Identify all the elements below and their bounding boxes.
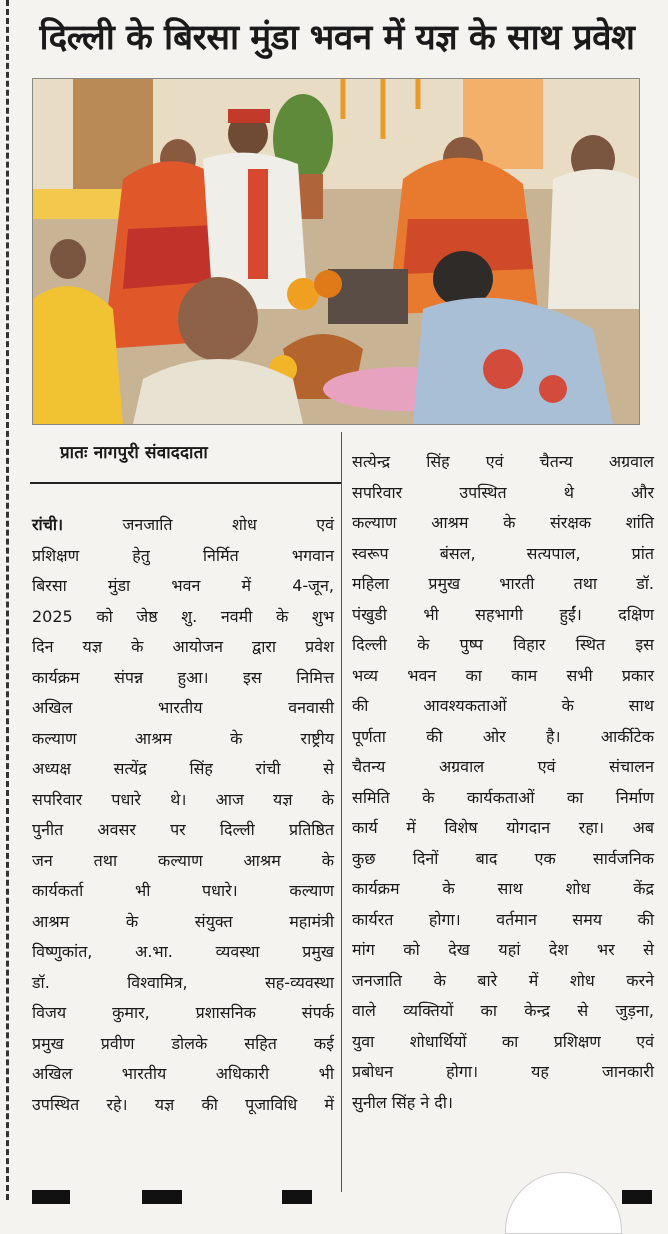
- text-line: दिन यज्ञ के आयोजन द्वारा प्रवेश: [32, 637, 334, 656]
- text-line: की आवश्यकताओं के साथ: [352, 696, 654, 715]
- text-line: पूर्णता की ओर है। आर्कीटेक: [352, 726, 654, 746]
- dateline-place: रांची।: [32, 515, 64, 534]
- text-line: कार्य में विशेष योगदान रहा। अब: [352, 818, 654, 837]
- byline-correspondent: प्रातः नागपुरी संवाददाता: [60, 443, 208, 463]
- text-line: कार्यक्रम के साथ शोध केंद्र: [352, 879, 654, 898]
- byline-rule: [30, 482, 342, 484]
- clipping-cut-border: [6, 0, 9, 1200]
- text-line: मांग को देख यहां देश भर से: [352, 940, 654, 959]
- article-column-right: [352, 447, 654, 1118]
- text-line: युवा शोधार्थियों का प्रशिक्षण एवं: [352, 1031, 654, 1051]
- text-line: कल्याण आश्रम के संरक्षक शांति: [352, 513, 654, 532]
- text-line: [32, 510, 334, 541]
- text-line: अखिल भारतीय वनवासी: [32, 698, 334, 717]
- text-line: 2025 को जेष्ठ शु. नवमी के शुभ: [32, 606, 334, 626]
- text-line: कार्यक्रम संपन्न हुआ। इस निमित्त: [32, 667, 334, 687]
- text-line: चैतन्य अग्रवाल एवं संचालन: [352, 757, 654, 776]
- article-headline: दिल्ली के बिरसा मुंडा भवन में यज्ञ के साथ प्रवेश: [39, 18, 635, 58]
- text-line: सपरिवार पधारे थे। आज यज्ञ के: [32, 789, 334, 809]
- text-line: वाले व्यक्तियों का केन्द्र से जुड़ना,: [352, 1001, 654, 1020]
- text-line: उपस्थित रहे। यज्ञ की पूजाविधि में: [32, 1094, 334, 1114]
- text-line: कल्याण आश्रम के राष्ट्रीय: [32, 728, 334, 748]
- news-photo-yagna-ceremony: [32, 78, 640, 425]
- text-line-last: सुनील सिंह ने दी।: [352, 1092, 453, 1112]
- text-line: अखिल भारतीय अधिकारी भी: [32, 1064, 334, 1083]
- text-line: जन तथा कल्याण आश्रम के: [32, 850, 334, 870]
- text-line: भव्य भवन का काम सभी प्रकार: [352, 665, 654, 685]
- text-line: विजय कुमार, प्रशासनिक संपर्क: [32, 1003, 334, 1022]
- text-line: विष्णुकांत, अ.भा. व्यवस्था प्रमुख: [32, 942, 334, 961]
- text-line: जनजाति के बारे में शोध करने: [352, 970, 654, 990]
- text-line: डॉ. विश्वामित्र, सह-व्यवस्था: [32, 972, 334, 992]
- article-column-left: [32, 510, 334, 1120]
- text-line: सपरिवार उपस्थित थे और: [352, 482, 654, 502]
- text-line: कार्यकर्ता भी पधारे। कल्याण: [32, 881, 334, 900]
- text-line: अध्यक्ष सत्येंद्र सिंह रांची से: [32, 759, 334, 778]
- text-line: कुछ दिनों बाद एक सार्वजनिक: [352, 848, 654, 868]
- column-divider: [341, 432, 342, 1192]
- text-line: सत्येन्द्र सिंह एवं चैतन्य अग्रवाल: [352, 452, 654, 471]
- text-fragment: जनजाति शोध एवं: [63, 515, 334, 534]
- text-line: प्रबोधन होगा। यह जानकारी: [352, 1062, 654, 1081]
- text-line: बिरसा मुंडा भवन में 4-जून,: [32, 576, 334, 595]
- text-line: पुनीत अवसर पर दिल्ली प्रतिष्ठित: [32, 820, 334, 839]
- text-line: समिति के कार्यकताओं का निर्माण: [352, 787, 654, 807]
- text-line: दिल्ली के पुष्प विहार स्थित इस: [352, 635, 654, 654]
- text-line: महिला प्रमुख भारती तथा डॉ.: [352, 574, 654, 593]
- text-line: आश्रम के संयुक्त महामंत्री: [32, 911, 334, 931]
- text-line: कार्यरत होगा। वर्तमान समय की: [352, 909, 654, 929]
- corner-emblem-cropped: [505, 1172, 622, 1234]
- text-line: पंखुडी भी सहभागी हुईं। दक्षिण: [352, 604, 654, 624]
- text-line: प्रमुख प्रवीण डोलके सहित कई: [32, 1033, 334, 1053]
- text-line: स्वरूप बंसल, सत्यपाल, प्रांत: [352, 543, 654, 563]
- text-line: प्रशिक्षण हेतु निर्मित भगवान: [32, 545, 334, 565]
